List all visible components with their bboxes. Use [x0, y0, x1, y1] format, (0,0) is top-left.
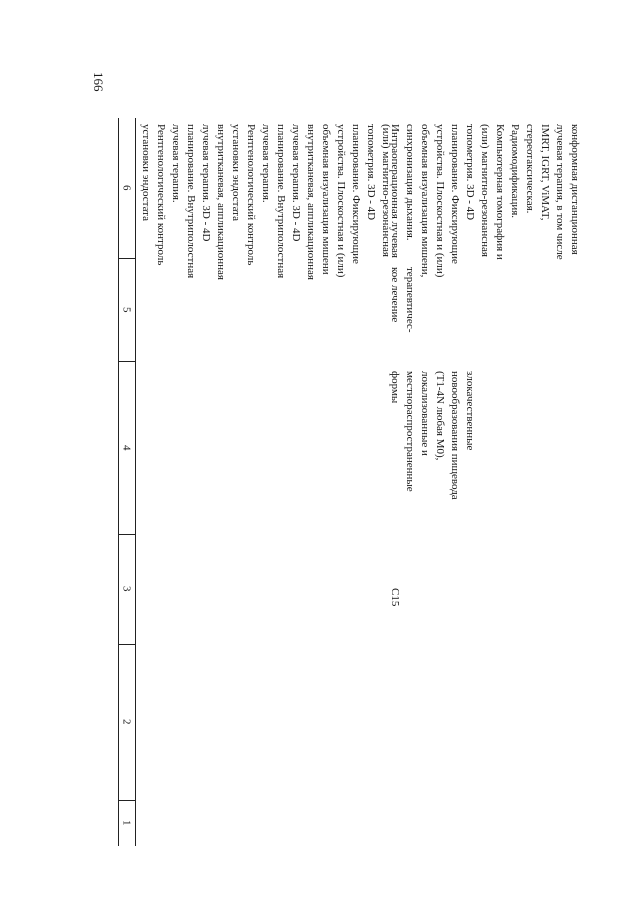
page-number: 166	[91, 72, 106, 92]
cell-diagnosis: злокачественные новообразования пищевода (T1-4N любая M0), локализованные и местнораспространенные формы	[389, 371, 476, 500]
cell-icd-code: C15	[389, 588, 401, 607]
header-cell-4: 4	[120, 444, 133, 451]
header-cell-2: 2	[120, 719, 133, 725]
cell-col6-continued: (или) магнитно-резонансная топометрия. 3D - 4D планирование. Фиксирующие устройства. Плоскостная и (или) объемная визуализация мишени внутритканевая, аппликационная лучевая терапия. 3D - 4D планирование. Внутриполостная лучевая терапия. Рентгенологический контроль установки эндостата внутритканевая, аппликационная лучевая терапия. 3D - 4D планирование. Внутриполостная лучевая терапия. Рентгенологический контроль установки эндостата	[140, 124, 392, 280]
table-rule-header	[135, 118, 136, 846]
header-cell-6: 6	[120, 185, 133, 191]
header-cell-3: 3	[120, 586, 133, 592]
header-cell-5: 5	[120, 306, 133, 313]
header-cell-1: 1	[120, 820, 133, 826]
cell-method: конформная дистанционная лучевая терапия, в том числе IMRT, IGRT, ViMAT, стереотаксическая. Радиомодификация. Компьютерная томография и (или) магнитно-резонансная топометрия. 3D - 4D планирование. Фиксирующие устройства. Плоскостная и (или) объемная визуализация мишени, синхронизация дыхания. Интраоперационная лучевая	[389, 124, 581, 278]
cell-treatment-type: терапевтичес- кое лечение	[389, 267, 416, 333]
